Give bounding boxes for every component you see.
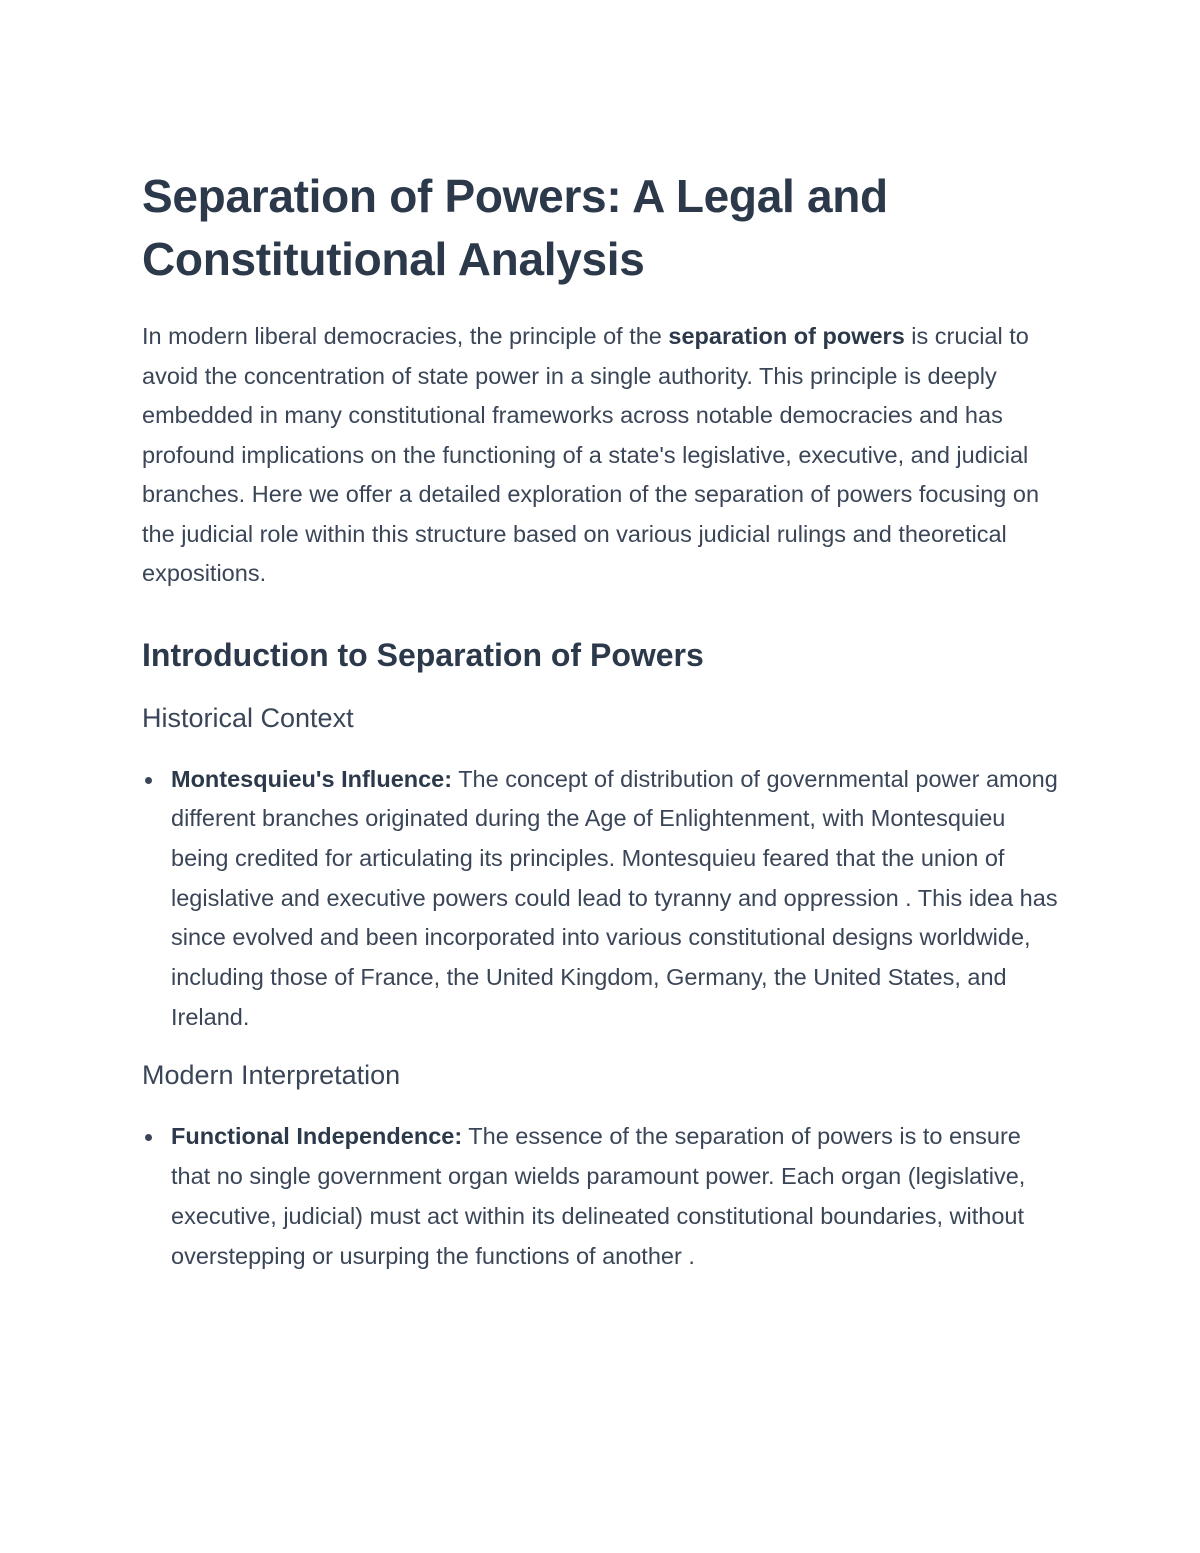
- subsection-heading-historical: Historical Context: [142, 702, 354, 733]
- intro-text-end: is crucial to avoid the concentration of state power in a single authority. This principle is deeply embedded in many constitutional frameworks across notable democracies and has profound implications on the functioning of a state's legislative, executive, and judicial branches. Here we offer a detailed exploration of the separation of powers focusing on the judicial role within this structure based on various judicial rulings and theoretical expositions.: [142, 323, 1040, 586]
- bullet-list-modern: [142, 1117, 1062, 1276]
- bullet-list-historical: [142, 760, 1062, 1038]
- section-heading: Introduction to Separation of Powers: [142, 636, 704, 673]
- list-item-text: The concept of distribution of governmental power among different branches originated during the Age of Enlightenment, with Montesquieu being credited for articulating its principles. Montesquieu feared that the union of legislative and executive powers could lead to tyranny and oppression . This idea has since evolved and been incorporated into various constitutional designs worldwide, including those of France, the United Kingdom, Germany, the United States, and Ireland.: [171, 765, 1058, 1030]
- list-item: [142, 760, 1062, 1038]
- list-item: [142, 1117, 1062, 1276]
- intro-text-start: In modern liberal democracies, the principle of the: [142, 323, 669, 349]
- subsection-heading-modern: Modern Interpretation: [142, 1060, 401, 1091]
- list-item-text: The essence of the separation of powers is to ensure that no single government organ wields paramount power. Each organ (legislative, executive, judicial) must act within its delineated constitutional boundaries, without overstepping or usurping the functions of another .: [171, 1123, 1026, 1269]
- document-page: [142, 165, 1062, 1276]
- list-item-term: Montesquieu's Influence:: [171, 765, 453, 792]
- list-item-term: Functional Independence:: [171, 1123, 463, 1150]
- document-title: Separation of Powers: A Legal and Constitutional Analysis: [142, 170, 888, 285]
- bullet-icon: [145, 777, 152, 784]
- intro-bold-term: separation of powers: [668, 323, 905, 349]
- bullet-icon: [145, 1134, 152, 1141]
- intro-paragraph: [142, 317, 1062, 594]
